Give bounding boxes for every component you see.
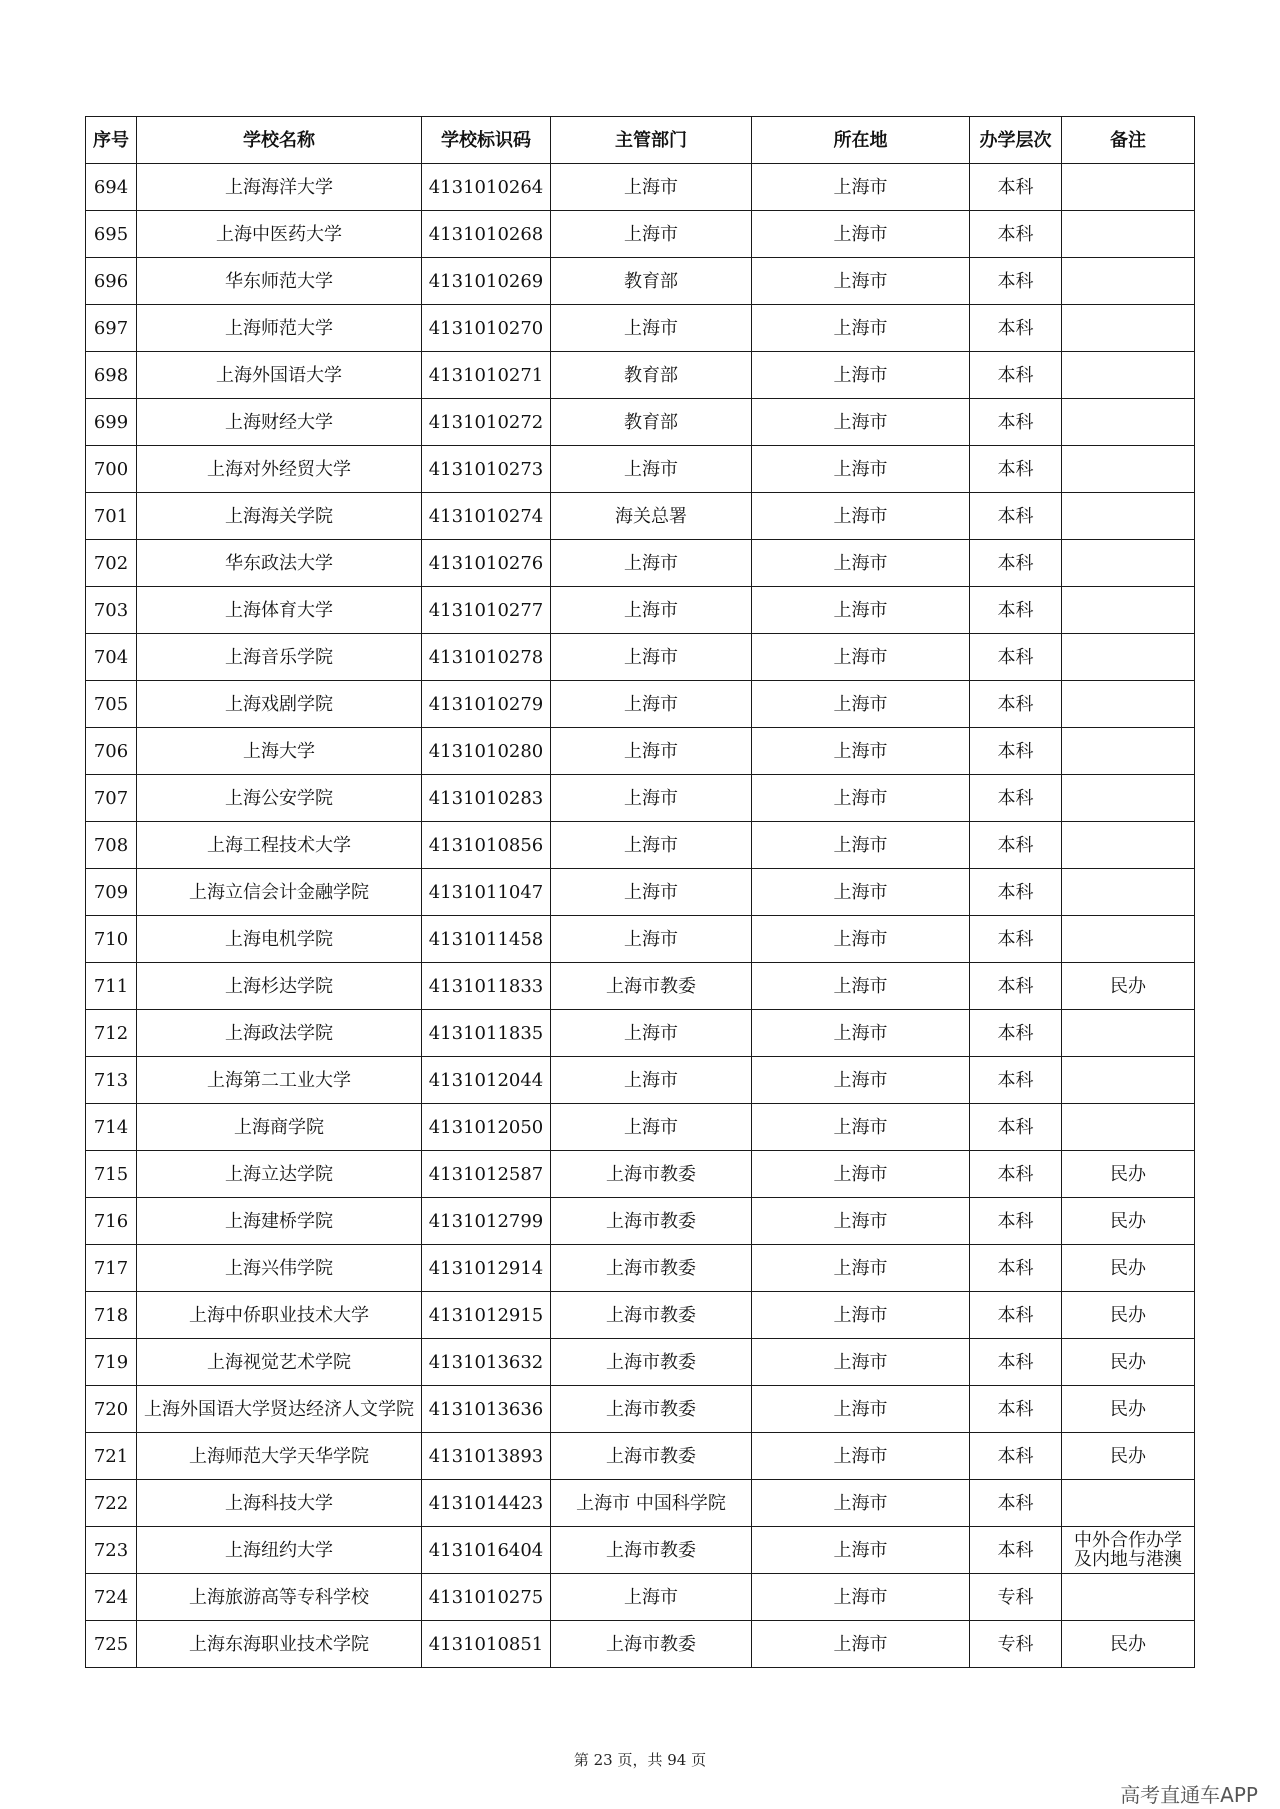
cell-authority: 上海市教委 (551, 963, 752, 1010)
cell-remark (1062, 493, 1195, 540)
cell-level: 本科 (970, 1527, 1062, 1574)
cell-authority: 上海市 (551, 634, 752, 681)
cell-school-code: 4131010278 (422, 634, 551, 681)
cell-remark (1062, 587, 1195, 634)
table-row (86, 1339, 1195, 1386)
cell-remark (1062, 399, 1195, 446)
cell-remark (1062, 540, 1195, 587)
cell-school-name: 上海商学院 (137, 1104, 422, 1151)
table-row (86, 681, 1195, 728)
cell-authority: 上海市教委 (551, 1292, 752, 1339)
cell-school-code: 4131012050 (422, 1104, 551, 1151)
cell-index: 696 (86, 258, 137, 305)
table-row (86, 211, 1195, 258)
table-row (86, 305, 1195, 352)
table-row (86, 916, 1195, 963)
cell-index: 711 (86, 963, 137, 1010)
cell-index: 724 (86, 1574, 137, 1621)
cell-remark: 民办 (1062, 1292, 1195, 1339)
cell-authority: 海关总署 (551, 493, 752, 540)
table-row (86, 1621, 1195, 1668)
cell-school-name: 上海杉达学院 (137, 963, 422, 1010)
cell-authority: 上海市教委 (551, 1527, 752, 1574)
cell-level: 本科 (970, 1057, 1062, 1104)
cell-location: 上海市 (752, 258, 970, 305)
cell-school-code: 4131011833 (422, 963, 551, 1010)
cell-remark (1062, 164, 1195, 211)
table-header (86, 117, 1195, 164)
cell-location: 上海市 (752, 634, 970, 681)
table-row (86, 587, 1195, 634)
cell-level: 本科 (970, 1292, 1062, 1339)
cell-authority: 上海市教委 (551, 1198, 752, 1245)
cell-school-code: 4131012587 (422, 1151, 551, 1198)
table-row (86, 1057, 1195, 1104)
cell-index: 706 (86, 728, 137, 775)
cell-index: 721 (86, 1433, 137, 1480)
cell-location: 上海市 (752, 1292, 970, 1339)
cell-location: 上海市 (752, 1104, 970, 1151)
cell-location: 上海市 (752, 305, 970, 352)
cell-level: 本科 (970, 1151, 1062, 1198)
cell-remark: 民办 (1062, 1433, 1195, 1480)
table-row (86, 1198, 1195, 1245)
header-col-remark: 备注 (1062, 117, 1195, 164)
table-row (86, 399, 1195, 446)
cell-level: 本科 (970, 1433, 1062, 1480)
cell-remark: 民办 (1062, 1386, 1195, 1433)
cell-index: 697 (86, 305, 137, 352)
cell-level: 本科 (970, 916, 1062, 963)
cell-school-name: 上海工程技术大学 (137, 822, 422, 869)
header-col-level: 办学层次 (970, 117, 1062, 164)
cell-level: 本科 (970, 1198, 1062, 1245)
cell-location: 上海市 (752, 728, 970, 775)
cell-authority: 上海市 (551, 446, 752, 493)
cell-school-code: 4131011458 (422, 916, 551, 963)
table-row (86, 869, 1195, 916)
cell-level: 本科 (970, 164, 1062, 211)
cell-school-code: 4131012914 (422, 1245, 551, 1292)
cell-authority: 上海市 (551, 540, 752, 587)
cell-remark (1062, 1574, 1195, 1621)
cell-school-name: 上海海关学院 (137, 493, 422, 540)
cell-remark: 民办 (1062, 1245, 1195, 1292)
cell-school-name: 上海音乐学院 (137, 634, 422, 681)
cell-index: 712 (86, 1010, 137, 1057)
cell-location: 上海市 (752, 775, 970, 822)
cell-school-code: 4131010280 (422, 728, 551, 775)
header-col-authority: 主管部门 (551, 117, 752, 164)
cell-remark (1062, 869, 1195, 916)
header-col-school-code: 学校标识码 (422, 117, 551, 164)
cell-school-name: 上海建桥学院 (137, 1198, 422, 1245)
cell-school-name: 上海外国语大学贤达经济人文学院 (137, 1386, 422, 1433)
cell-school-name: 上海师范大学 (137, 305, 422, 352)
cell-index: 695 (86, 211, 137, 258)
cell-school-name: 上海纽约大学 (137, 1527, 422, 1574)
cell-index: 701 (86, 493, 137, 540)
cell-level: 本科 (970, 1245, 1062, 1292)
cell-authority: 上海市 (551, 1010, 752, 1057)
cell-location: 上海市 (752, 211, 970, 258)
cell-remark (1062, 822, 1195, 869)
cell-level: 本科 (970, 587, 1062, 634)
cell-remark: 民办 (1062, 1621, 1195, 1668)
cell-remark: 民办 (1062, 1151, 1195, 1198)
cell-authority: 上海市 (551, 775, 752, 822)
table-row (86, 446, 1195, 493)
cell-level: 本科 (970, 258, 1062, 305)
cell-authority: 上海市教委 (551, 1339, 752, 1386)
cell-authority: 上海市 (551, 587, 752, 634)
table-row (86, 1245, 1195, 1292)
table-row (86, 1292, 1195, 1339)
cell-index: 709 (86, 869, 137, 916)
cell-location: 上海市 (752, 1527, 970, 1574)
cell-school-name: 上海兴伟学院 (137, 1245, 422, 1292)
cell-location: 上海市 (752, 869, 970, 916)
cell-level: 本科 (970, 1104, 1062, 1151)
cell-remark (1062, 258, 1195, 305)
watermark-logo-text: 高考直通车APP (1120, 1783, 1258, 1807)
cell-school-name: 上海第二工业大学 (137, 1057, 422, 1104)
cell-school-name: 上海科技大学 (137, 1480, 422, 1527)
table-row (86, 775, 1195, 822)
cell-school-name: 上海外国语大学 (137, 352, 422, 399)
cell-index: 720 (86, 1386, 137, 1433)
cell-index: 714 (86, 1104, 137, 1151)
cell-authority: 上海市 中国科学院 (551, 1480, 752, 1527)
cell-school-code: 4131013636 (422, 1386, 551, 1433)
cell-level: 本科 (970, 775, 1062, 822)
cell-location: 上海市 (752, 963, 970, 1010)
cell-school-name: 上海旅游高等专科学校 (137, 1574, 422, 1621)
cell-authority: 上海市 (551, 1574, 752, 1621)
cell-location: 上海市 (752, 681, 970, 728)
cell-authority: 上海市 (551, 1104, 752, 1151)
cell-school-name: 上海公安学院 (137, 775, 422, 822)
cell-school-code: 4131010275 (422, 1574, 551, 1621)
cell-location: 上海市 (752, 493, 970, 540)
cell-school-code: 4131010273 (422, 446, 551, 493)
table-row (86, 1574, 1195, 1621)
page-number: 第 23 页，共 94 页 (573, 1751, 707, 1769)
cell-remark (1062, 305, 1195, 352)
header-col-location: 所在地 (752, 117, 970, 164)
cell-location: 上海市 (752, 822, 970, 869)
cell-authority: 上海市教委 (551, 1151, 752, 1198)
cell-school-name: 上海中医药大学 (137, 211, 422, 258)
cell-level: 本科 (970, 681, 1062, 728)
cell-authority: 上海市教委 (551, 1433, 752, 1480)
cell-level: 本科 (970, 446, 1062, 493)
cell-school-code: 4131012799 (422, 1198, 551, 1245)
cell-school-code: 4131010269 (422, 258, 551, 305)
cell-school-code: 4131012915 (422, 1292, 551, 1339)
cell-school-name: 上海师范大学天华学院 (137, 1433, 422, 1480)
cell-school-code: 4131010277 (422, 587, 551, 634)
cell-index: 719 (86, 1339, 137, 1386)
cell-authority: 上海市 (551, 916, 752, 963)
cell-location: 上海市 (752, 587, 970, 634)
cell-school-name: 上海财经大学 (137, 399, 422, 446)
cell-school-code: 4131014423 (422, 1480, 551, 1527)
cell-level: 本科 (970, 963, 1062, 1010)
table-body (86, 164, 1195, 1668)
cell-authority: 上海市 (551, 164, 752, 211)
cell-school-code: 4131011835 (422, 1010, 551, 1057)
cell-location: 上海市 (752, 916, 970, 963)
cell-authority: 上海市 (551, 305, 752, 352)
cell-school-name: 上海大学 (137, 728, 422, 775)
cell-level: 本科 (970, 1010, 1062, 1057)
table-row (86, 540, 1195, 587)
cell-level: 本科 (970, 869, 1062, 916)
cell-school-code: 4131010264 (422, 164, 551, 211)
cell-remark: 民办 (1062, 963, 1195, 1010)
table-row (86, 822, 1195, 869)
cell-school-code: 4131010271 (422, 352, 551, 399)
cell-school-code: 4131010268 (422, 211, 551, 258)
cell-index: 710 (86, 916, 137, 963)
table-row (86, 1527, 1195, 1574)
cell-school-name: 上海立达学院 (137, 1151, 422, 1198)
table-row (86, 1386, 1195, 1433)
cell-remark (1062, 634, 1195, 681)
cell-level: 本科 (970, 399, 1062, 446)
cell-remark: 民办 (1062, 1339, 1195, 1386)
cell-level: 本科 (970, 1339, 1062, 1386)
cell-index: 725 (86, 1621, 137, 1668)
cell-school-code: 4131010283 (422, 775, 551, 822)
cell-authority: 上海市教委 (551, 1621, 752, 1668)
cell-school-name: 华东师范大学 (137, 258, 422, 305)
cell-level: 本科 (970, 728, 1062, 775)
cell-location: 上海市 (752, 399, 970, 446)
cell-level: 本科 (970, 634, 1062, 681)
table-row (86, 1010, 1195, 1057)
cell-remark (1062, 1057, 1195, 1104)
cell-authority: 教育部 (551, 399, 752, 446)
cell-school-name: 上海对外经贸大学 (137, 446, 422, 493)
cell-index: 717 (86, 1245, 137, 1292)
cell-remark (1062, 1480, 1195, 1527)
cell-level: 专科 (970, 1621, 1062, 1668)
cell-index: 698 (86, 352, 137, 399)
cell-location: 上海市 (752, 1151, 970, 1198)
cell-remark (1062, 1010, 1195, 1057)
cell-authority: 上海市教委 (551, 1386, 752, 1433)
cell-location: 上海市 (752, 1433, 970, 1480)
cell-school-code: 4131012044 (422, 1057, 551, 1104)
cell-remark (1062, 681, 1195, 728)
cell-remark (1062, 211, 1195, 258)
cell-location: 上海市 (752, 1010, 970, 1057)
cell-school-name: 上海立信会计金融学院 (137, 869, 422, 916)
table-row (86, 1433, 1195, 1480)
cell-school-code: 4131010856 (422, 822, 551, 869)
cell-location: 上海市 (752, 1339, 970, 1386)
table-row (86, 1480, 1195, 1527)
cell-school-name: 上海东海职业技术学院 (137, 1621, 422, 1668)
cell-level: 本科 (970, 211, 1062, 258)
cell-index: 705 (86, 681, 137, 728)
cell-location: 上海市 (752, 1057, 970, 1104)
cell-school-code: 4131010279 (422, 681, 551, 728)
table-row (86, 352, 1195, 399)
cell-level: 本科 (970, 540, 1062, 587)
cell-school-code: 4131010272 (422, 399, 551, 446)
cell-location: 上海市 (752, 1245, 970, 1292)
cell-level: 本科 (970, 822, 1062, 869)
cell-school-name: 上海政法学院 (137, 1010, 422, 1057)
cell-remark (1062, 446, 1195, 493)
cell-school-name: 华东政法大学 (137, 540, 422, 587)
cell-location: 上海市 (752, 1480, 970, 1527)
table-row (86, 728, 1195, 775)
cell-index: 702 (86, 540, 137, 587)
cell-index: 703 (86, 587, 137, 634)
cell-index: 700 (86, 446, 137, 493)
cell-remark (1062, 775, 1195, 822)
cell-location: 上海市 (752, 164, 970, 211)
cell-index: 707 (86, 775, 137, 822)
table-row (86, 258, 1195, 305)
cell-school-name: 上海海洋大学 (137, 164, 422, 211)
cell-authority: 上海市 (551, 869, 752, 916)
table-row (86, 493, 1195, 540)
cell-index: 716 (86, 1198, 137, 1245)
cell-authority: 上海市 (551, 1057, 752, 1104)
cell-authority: 教育部 (551, 258, 752, 305)
cell-authority: 上海市教委 (551, 1245, 752, 1292)
cell-school-name: 上海视觉艺术学院 (137, 1339, 422, 1386)
cell-level: 本科 (970, 493, 1062, 540)
table-row (86, 164, 1195, 211)
header-row (86, 117, 1195, 164)
cell-location: 上海市 (752, 540, 970, 587)
cell-location: 上海市 (752, 446, 970, 493)
cell-remark (1062, 1104, 1195, 1151)
cell-remark: 中外合作办学及内地与港澳 (1062, 1527, 1195, 1574)
cell-location: 上海市 (752, 352, 970, 399)
cell-location: 上海市 (752, 1386, 970, 1433)
cell-level: 本科 (970, 1386, 1062, 1433)
cell-index: 713 (86, 1057, 137, 1104)
cell-index: 699 (86, 399, 137, 446)
cell-location: 上海市 (752, 1574, 970, 1621)
cell-authority: 上海市 (551, 211, 752, 258)
cell-school-code: 4131010274 (422, 493, 551, 540)
table-row (86, 1151, 1195, 1198)
cell-authority: 上海市 (551, 728, 752, 775)
cell-authority: 教育部 (551, 352, 752, 399)
cell-index: 704 (86, 634, 137, 681)
cell-school-code: 4131010270 (422, 305, 551, 352)
header-col-school-name: 学校名称 (137, 117, 422, 164)
cell-index: 708 (86, 822, 137, 869)
cell-index: 715 (86, 1151, 137, 1198)
cell-school-name: 上海体育大学 (137, 587, 422, 634)
cell-authority: 上海市 (551, 681, 752, 728)
cell-level: 本科 (970, 1480, 1062, 1527)
cell-remark (1062, 728, 1195, 775)
cell-location: 上海市 (752, 1198, 970, 1245)
cell-location: 上海市 (752, 1621, 970, 1668)
school-table (85, 116, 1195, 1668)
cell-level: 本科 (970, 305, 1062, 352)
cell-school-name: 上海中侨职业技术大学 (137, 1292, 422, 1339)
cell-authority: 上海市 (551, 822, 752, 869)
table-row (86, 1104, 1195, 1151)
cell-remark (1062, 916, 1195, 963)
cell-remark (1062, 352, 1195, 399)
cell-level: 专科 (970, 1574, 1062, 1621)
cell-school-code: 4131013632 (422, 1339, 551, 1386)
cell-school-name: 上海戏剧学院 (137, 681, 422, 728)
header-col-index: 序号 (86, 117, 137, 164)
cell-school-code: 4131013893 (422, 1433, 551, 1480)
cell-level: 本科 (970, 352, 1062, 399)
cell-remark: 民办 (1062, 1198, 1195, 1245)
cell-index: 718 (86, 1292, 137, 1339)
cell-index: 722 (86, 1480, 137, 1527)
cell-index: 723 (86, 1527, 137, 1574)
cell-school-name: 上海电机学院 (137, 916, 422, 963)
cell-school-code: 4131016404 (422, 1527, 551, 1574)
cell-school-code: 4131010276 (422, 540, 551, 587)
cell-school-code: 4131011047 (422, 869, 551, 916)
cell-school-code: 4131010851 (422, 1621, 551, 1668)
table-row (86, 634, 1195, 681)
cell-index: 694 (86, 164, 137, 211)
table-row (86, 963, 1195, 1010)
